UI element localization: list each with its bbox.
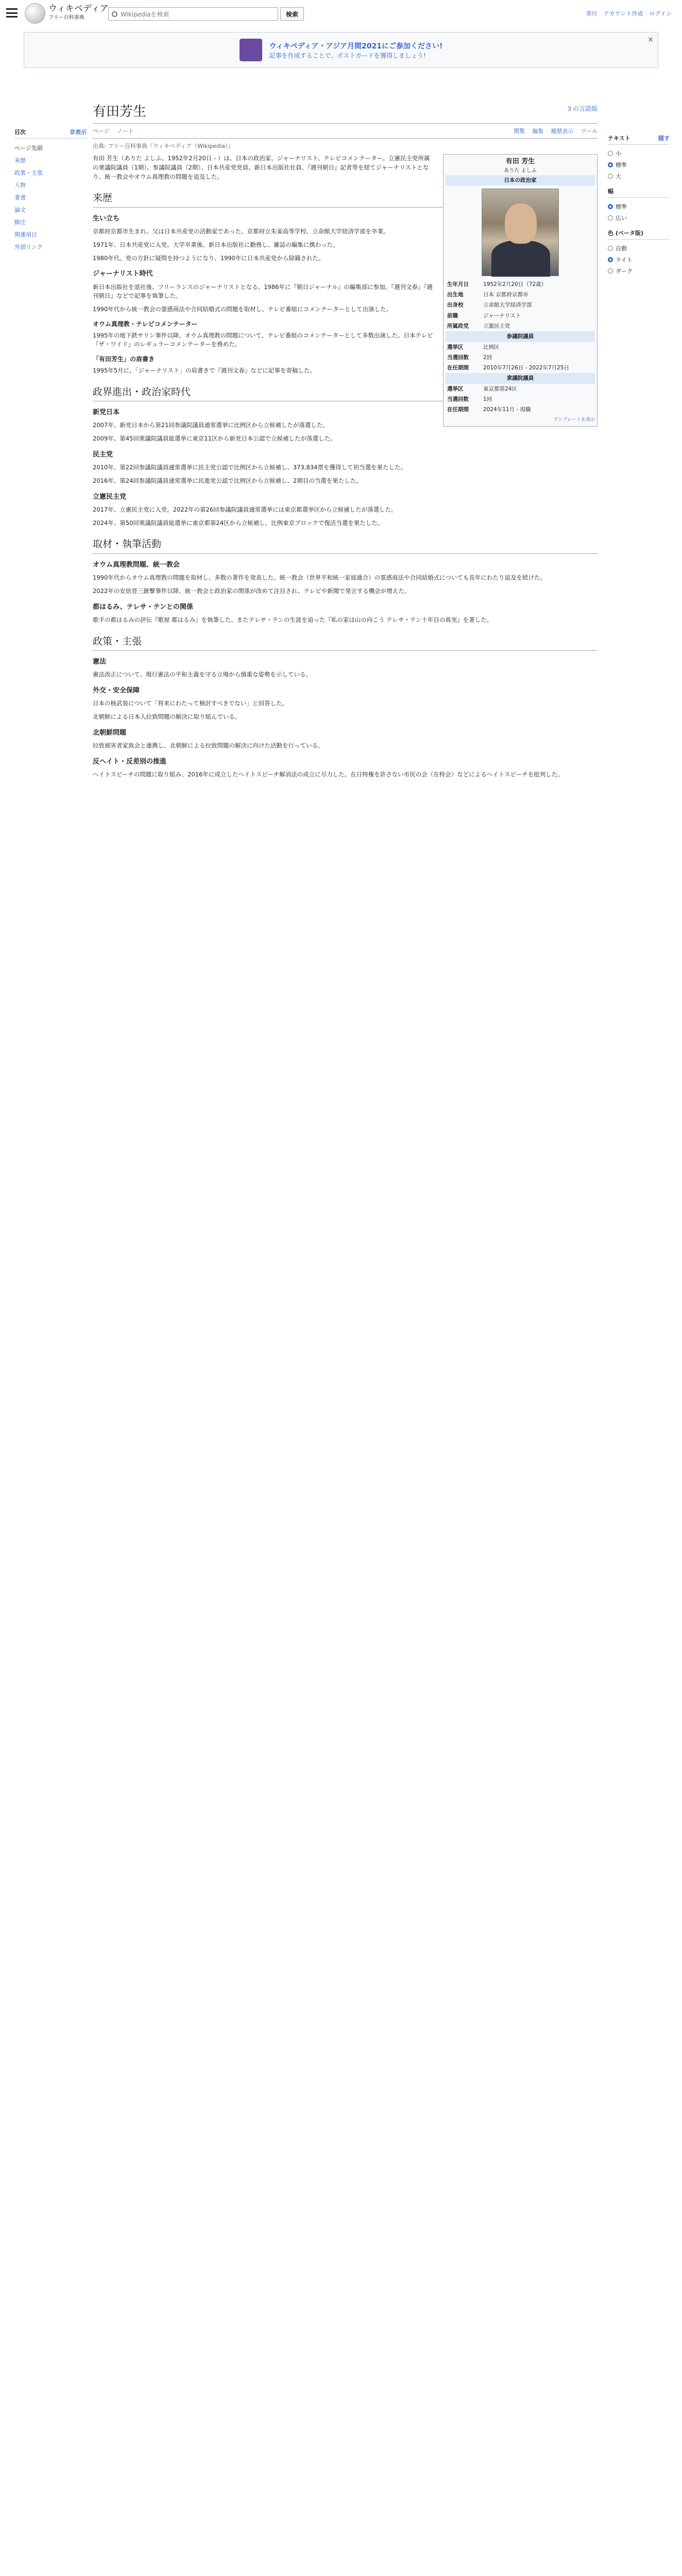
login-link[interactable]: ログイン [649,10,672,17]
toc-item[interactable]: 外部リンク [14,244,43,250]
paragraph: ヘイトスピーチの問題に取り組み、2016年に成立したヘイトスピーチ解消法の成立に尽力した。在日特権を許さない市民の会（在特会）などによるヘイトスピーチを批判した。 [93,770,564,778]
section-heading: オウム真理教問題、統一教会 [93,561,180,569]
infobox-row [446,311,595,321]
paragraph: 拉致被害者家族会と連携し、北朝鮮による拉致問題の解決に向けた活動を行っている。 [93,741,324,749]
section-heading: 「有田芳生」の肩書き [93,355,155,363]
radio-icon [608,151,613,156]
page-title: 有田芳生 [93,104,147,120]
paragraph: 2010年、第22回参議院議員通常選挙に民主党公認で比例区から立候補し、373,834票を獲得して初当選を果たした。 [93,464,406,471]
text-size-standard[interactable]: 標準 [608,159,670,171]
width-standard[interactable]: 標準 [608,201,670,212]
infobox-row [446,279,595,290]
search-button[interactable]: 検索 [280,7,304,21]
infobox-value: 東京都第24区 [483,385,517,392]
section-heading-h3 [93,757,598,767]
portrait-photo[interactable] [482,189,559,276]
section-heading: 反ヘイト・反差別の推進 [93,757,167,766]
section-heading: 憲法 [93,657,107,666]
section-heading: 新党日本 [93,409,120,417]
paragraph: 北朝鮮による日本人拉致問題の解決に取り組んでいる。 [93,713,241,720]
section-heading: 政界進出・政治家時代 [93,386,191,398]
radio-selected-icon [608,162,613,167]
paragraph: 2017年、立憲民主党に入党。2022年の第26回参議院議員通常選挙には東京都選挙区から立候補したが落選した。 [93,505,397,513]
infobox-value: 比例区 [483,344,500,350]
infobox-row [446,342,595,352]
infobox-value: 1952年2月20日（72歳） [483,281,547,287]
radio-selected-icon [608,204,613,209]
section-heading-h3 [93,602,598,613]
section-heading: 都はるみ、テレサ・テンとの関係 [93,603,193,611]
infobox-band: 日本の政治家 [446,175,595,185]
tab-page[interactable]: ページ [93,128,110,134]
paragraph: 2024年、第50回衆議院議員総選挙に東京都第24区から立候補し、比例東京ブロックで復活当選を果たした。 [93,519,384,527]
toc-item[interactable]: 政策・主張 [14,170,43,176]
radio-icon [608,174,613,179]
infobox-value: 1回 [483,396,492,402]
color-light[interactable]: ライト [608,254,670,265]
toc-item[interactable]: 来歴 [14,157,26,164]
width-wide[interactable]: 広い [608,212,670,224]
infobox-band: 衆議院議員 [446,373,595,383]
infobox-key: 在任期間 [447,365,469,371]
toc-item[interactable]: 著書 [14,194,26,201]
source-note: 出典: フリー百科事典『ウィキペディア（Wikipedia）』 [93,143,234,149]
appearance-hide-button[interactable]: 隠す [658,135,670,142]
tab-talk[interactable]: ノート [116,128,134,134]
infobox-key: 生年月日 [447,281,469,287]
section-heading-h2 [93,634,598,651]
main-content [93,71,598,784]
text-size-large[interactable]: 大 [608,171,670,182]
lead-paragraph: 有田 芳生（ありた よしふ、1952年2月20日 - ）は、日本の政治家、ジャーナリスト、テレビコメンテーター。立憲民主党所属の衆議院議員（1期）。参議院議員（2期）、日本共産党党員、新日本出版社社員、『週刊朝日』記者等を経てジャーナリストとなり、統一教会やオウム真理教の問題を追及した。 [93,155,430,180]
main-menu-icon[interactable] [6,8,18,18]
infobox-key: 出生地 [447,292,464,298]
infobox-band: 参議院議員 [446,331,595,342]
site-name: ウィキペディア [48,4,109,14]
infobox-value: 2024年11月 - 現職 [483,406,531,413]
infobox-key: 当選回数 [447,354,469,361]
infobox-row [446,290,595,300]
infobox-key: 前職 [447,312,458,319]
radio-icon [608,246,613,251]
infobox-row [446,363,595,373]
section-heading: 来歴 [93,192,113,204]
section-heading: 取材・執筆活動 [93,538,162,550]
paragraph: 2022年の安倍晋三銃撃事件以降、統一教会と政治家の関係が改めて注目され、テレビや新聞で発言する機会が増えた。 [93,587,411,595]
infobox-row [446,321,595,331]
wikipedia-logo[interactable] [25,3,109,24]
section-heading: 北朝鮮問題 [93,728,127,737]
section-heading-h3 [93,686,598,696]
section-heading: 立憲民主党 [93,493,127,501]
infobox-value: 立命館大学経済学部 [483,302,532,309]
paragraph: 憲法改正について、現行憲法の平和主義を守る立場から慎重な姿勢を示している。 [93,671,312,679]
appearance-panel [608,129,670,277]
tab-tools[interactable]: ツール [581,128,598,134]
section-heading-h3 [93,657,598,667]
section-heading: 外交・安全保障 [93,686,140,694]
infobox-key: 選挙区 [447,344,464,350]
toc-item[interactable]: 関連項目 [14,231,37,238]
banner-line2[interactable]: 記事を作成することで、ポストカードを獲得しましょう! [269,52,426,59]
section-heading-h3 [93,492,598,502]
infobox-key: 出身校 [447,302,464,309]
infobox-row [446,300,595,310]
radio-icon [608,215,613,221]
infobox-value: 2回 [483,354,492,361]
toc-item[interactable]: 論文 [14,207,26,213]
section-heading-h2 [93,537,598,553]
template-link[interactable]: テンプレートを表示 [553,417,595,423]
color-auto[interactable]: 自動 [608,243,670,254]
infobox [443,154,598,427]
toc-title: 目次 [14,129,26,135]
infobox-row [446,394,595,404]
radio-selected-icon [608,257,613,262]
toc-hide-button[interactable]: 非表示 [70,129,87,135]
section-heading: 政策・主張 [93,635,142,647]
tab-read[interactable]: 閲覧 [514,128,525,134]
paragraph: 日本の核武装について「将来にわたって検討すべきでない」と回答した。 [93,700,288,707]
language-button[interactable]: 3 の言語版 [567,105,598,112]
paragraph: 2009年、第45回衆議院議員総選挙に東京11区から新党日本公認で立候補したが落選した。 [93,435,336,443]
paragraph: 1995年5月に、「ジャーナリスト」の肩書きで『週刊文春』などに記事を寄稿した。 [93,366,316,374]
site-sub: フリー百科事典 [48,15,84,21]
banner-line1[interactable]: ウィキペディア・アジア月間2021にご参加ください! [269,42,443,50]
infobox-value: 日本 京都府京都市 [483,292,528,298]
header [0,0,682,28]
section-heading: 民主党 [93,450,113,459]
infobox-key: 所属政党 [447,323,469,329]
infobox-value: ジャーナリスト [483,312,521,319]
section-heading-h3 [93,450,598,460]
infobox-row [446,352,595,363]
paragraph: 1995年の地下鉄サリン事件以降、オウム真理教の問題について、テレビ番組のコメンテーターとして多数出演した。日本テレビ『ザ・ワイド』のレギュラーコメンテーターを務めた。 [93,331,433,348]
section-heading-h3 [93,560,598,570]
paragraph: 1980年代、党の方針に疑問を持つようになり、1990年に日本共産党から除籍された。 [93,254,325,262]
paragraph: 2007年、新党日本から第21回参議院議員通常選挙に比例区から立候補したが落選した。 [93,421,329,429]
tab-history[interactable]: 履歴表示 [551,128,574,134]
infobox-title: 有田 芳生 [505,158,535,165]
toc-item[interactable]: ページ先頭 [14,145,43,151]
infobox-key: 在任期間 [447,406,469,413]
infobox-ruby: ありた よしふ [504,168,537,174]
search-icon [112,11,117,17]
asia-month-icon [240,39,262,61]
paragraph: 京都府京都市生まれ。父は日本共産党の活動家であった。京都府立朱雀高等学校、立命館大学経済学部を卒業。 [93,228,389,235]
infobox-value: 立憲民主党 [483,323,510,329]
tab-edit[interactable]: 編集 [532,128,544,134]
article-body [93,154,598,779]
globe-icon [25,3,45,24]
paragraph: 1990年代から統一教会の霊感商法や合同結婚式の問題を取材し、テレビ番組にコメンテーターとして出演した。 [93,306,393,313]
width-title: 幅 [608,188,613,195]
paragraph: 新日本出版社を退社後、フリーランスのジャーナリストとなる。1986年に『朝日ジャーナル』の編集部に参加。『週刊文春』『週刊朝日』などで記事を執筆した。 [93,283,433,300]
infobox-key: 当選回数 [447,396,469,402]
page-tabs [93,124,598,139]
table-of-contents [14,128,87,253]
toc-item[interactable]: 人物 [14,182,26,189]
color-dark[interactable]: ダーク [608,265,670,277]
section-heading: オウム真理教・テレビコメンテーター [93,320,198,328]
paragraph: 歌手の都はるみの評伝『歌屋 都はるみ』を執筆した。またテレサ・テンの生涯を追った『私の家は山の向こう テレサ・テン十年目の真実』を著した。 [93,616,493,623]
paragraph: 1971年、日本共産党に入党。大学卒業後、新日本出版社に勤務し、雑誌の編集に携わった。 [93,241,339,248]
section-heading-h3 [93,728,598,738]
color-title: 色 (ベータ版) [608,230,643,236]
infobox-row [446,384,595,394]
create-account-link[interactable]: アカウント作成 [603,10,643,17]
infobox-key: 選挙区 [447,385,464,392]
donate-link[interactable]: 寄付 [586,10,598,17]
section-heading: 生い立ち [93,214,120,223]
site-notice-banner [24,32,658,68]
text-size-title: テキスト [608,135,630,142]
radio-icon [608,268,613,274]
infobox-value: 2010年7月26日 - 2022年7月25日 [483,365,569,371]
paragraph: 1990年代からオウム真理教の問題を取材し、多数の著作を発表した。統一教会（世界平和統一家庭連合）の霊感商法や合同結婚式についても長年にわたり追及を続けた。 [93,573,546,581]
section-heading: ジャーナリスト時代 [93,270,153,278]
paragraph: 2016年、第24回参議院議員通常選挙に民進党公認で比例区から立候補し、2期目の当選を果たした。 [93,477,362,484]
infobox-row [446,404,595,415]
toc-item[interactable]: 脚注 [14,219,26,226]
search-input[interactable]: Wikipediaを検索 [108,7,278,21]
text-size-small[interactable]: 小 [608,148,670,159]
close-icon[interactable]: × [647,36,654,44]
